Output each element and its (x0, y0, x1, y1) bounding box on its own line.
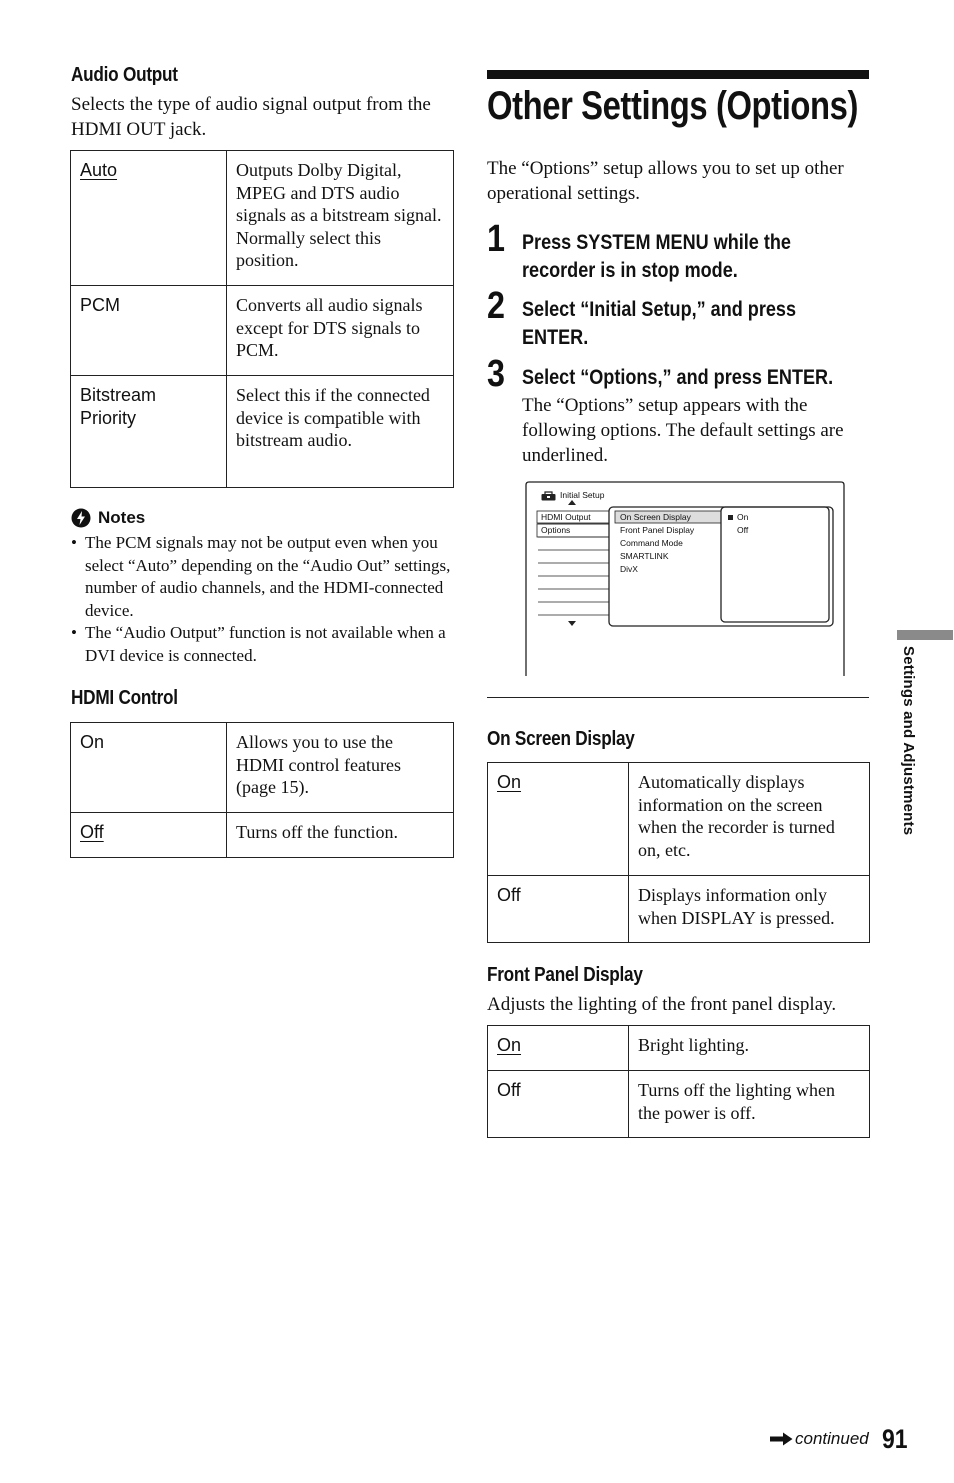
step-text: Select “Initial Setup,” and press ENTER. (522, 298, 796, 349)
screen-value-item: On (737, 512, 749, 522)
option-description: Outputs Dolby Digital, MPEG and DTS audio signals as a bitstream signal. Normally select this position. (227, 151, 454, 286)
step-text: Select “Options,” and press ENTER. (522, 366, 834, 389)
audio-output-table (70, 150, 454, 488)
options-intro: The “Options” setup allows you to set up other operational settings. (487, 158, 844, 204)
table-row (71, 151, 454, 286)
screen-option-item: Front Panel Display (620, 525, 695, 535)
option-off: Off (488, 876, 629, 943)
section-tab-marker (897, 630, 953, 640)
section-tab-label: Settings and Adjustments (900, 646, 917, 836)
on-screen-display-heading: On Screen Display (487, 728, 635, 750)
note-item: • The PCM signals may not be output even when you select “Auto” depending on the “Audio Out” settings, number of audio channels, and the HDMI-connected device. (71, 533, 451, 620)
option-pcm: PCM (71, 286, 227, 376)
option-description: Automatically displays information on the screen when the recorder is turned on, etc. (629, 763, 870, 876)
option-description: Converts all audio signals except for DTS signals to PCM. (227, 286, 454, 376)
on-screen-display-table (487, 762, 870, 943)
screen-value-item: Off (737, 525, 749, 535)
table-row (488, 1026, 870, 1071)
table-row (488, 763, 870, 876)
page-number: 91 (882, 1424, 908, 1454)
option-off: Off (488, 1071, 629, 1138)
option-on: On (497, 1035, 522, 1055)
table-row (71, 376, 454, 488)
note-item: • The “Audio Output” function is not available when a DVI device is connected. (71, 623, 446, 665)
option-off: Off (80, 822, 104, 842)
screen-option-item: SMARTLINK (620, 551, 669, 561)
screen-option-item: Command Mode (620, 538, 683, 548)
notes-section (71, 508, 456, 667)
title-rule (487, 70, 869, 79)
step-number: 2 (487, 285, 505, 327)
continued-label: continued (795, 1429, 869, 1448)
page-title: Other Settings (Options) (487, 84, 858, 128)
step3-detail: The “Options” setup appears with the following options. The default settings are underlined. (522, 395, 844, 466)
option-on: On (71, 723, 227, 813)
table-row (71, 723, 454, 813)
table-row (488, 1071, 870, 1138)
option-description: Allows you to use the HDMI control features (page 15). (227, 723, 454, 813)
setup-screen-illustration (525, 481, 845, 676)
audio-output-heading: Audio Output (71, 64, 178, 86)
setup-toolbox-icon (541, 491, 556, 501)
continued-indicator (770, 1429, 869, 1449)
screen-option-item: On Screen Display (620, 512, 691, 522)
option-bitstream-priority: Bitstream Priority (71, 376, 227, 488)
step-number: 3 (487, 353, 505, 395)
screen-option-item: DivX (620, 564, 638, 574)
notes-icon (71, 508, 91, 528)
table-row (488, 876, 870, 943)
front-panel-display-intro: Adjusts the lighting of the front panel display. (487, 994, 837, 1015)
audio-output-intro: Selects the type of audio signal output from the HDMI OUT jack. (71, 94, 431, 140)
step-number: 1 (487, 218, 505, 260)
option-description: Select this if the connected device is compatible with bitstream audio. (227, 376, 454, 488)
option-description: Displays information only when DISPLAY is pressed. (629, 876, 870, 943)
option-description: Turns off the lighting when the power is off. (629, 1071, 870, 1138)
section-divider (487, 697, 869, 698)
step-text: Press SYSTEM MENU while the recorder is in stop mode. (522, 231, 791, 282)
screen-menu-item: HDMI Output (541, 512, 591, 522)
screen-menu-item: Options (541, 525, 571, 535)
option-on: On (497, 772, 522, 792)
hdmi-control-table (70, 722, 454, 858)
front-panel-display-heading: Front Panel Display (487, 964, 643, 986)
notes-title: Notes (98, 508, 146, 527)
front-panel-display-table (487, 1025, 870, 1138)
arrow-right-icon (770, 1432, 793, 1446)
option-auto: Auto (80, 160, 118, 180)
hdmi-control-heading: HDMI Control (71, 687, 178, 709)
option-description: Bright lighting. (629, 1026, 870, 1071)
option-description: Turns off the function. (227, 813, 454, 858)
screen-header: Initial Setup (560, 490, 605, 500)
table-row (71, 813, 454, 858)
table-row (71, 286, 454, 376)
